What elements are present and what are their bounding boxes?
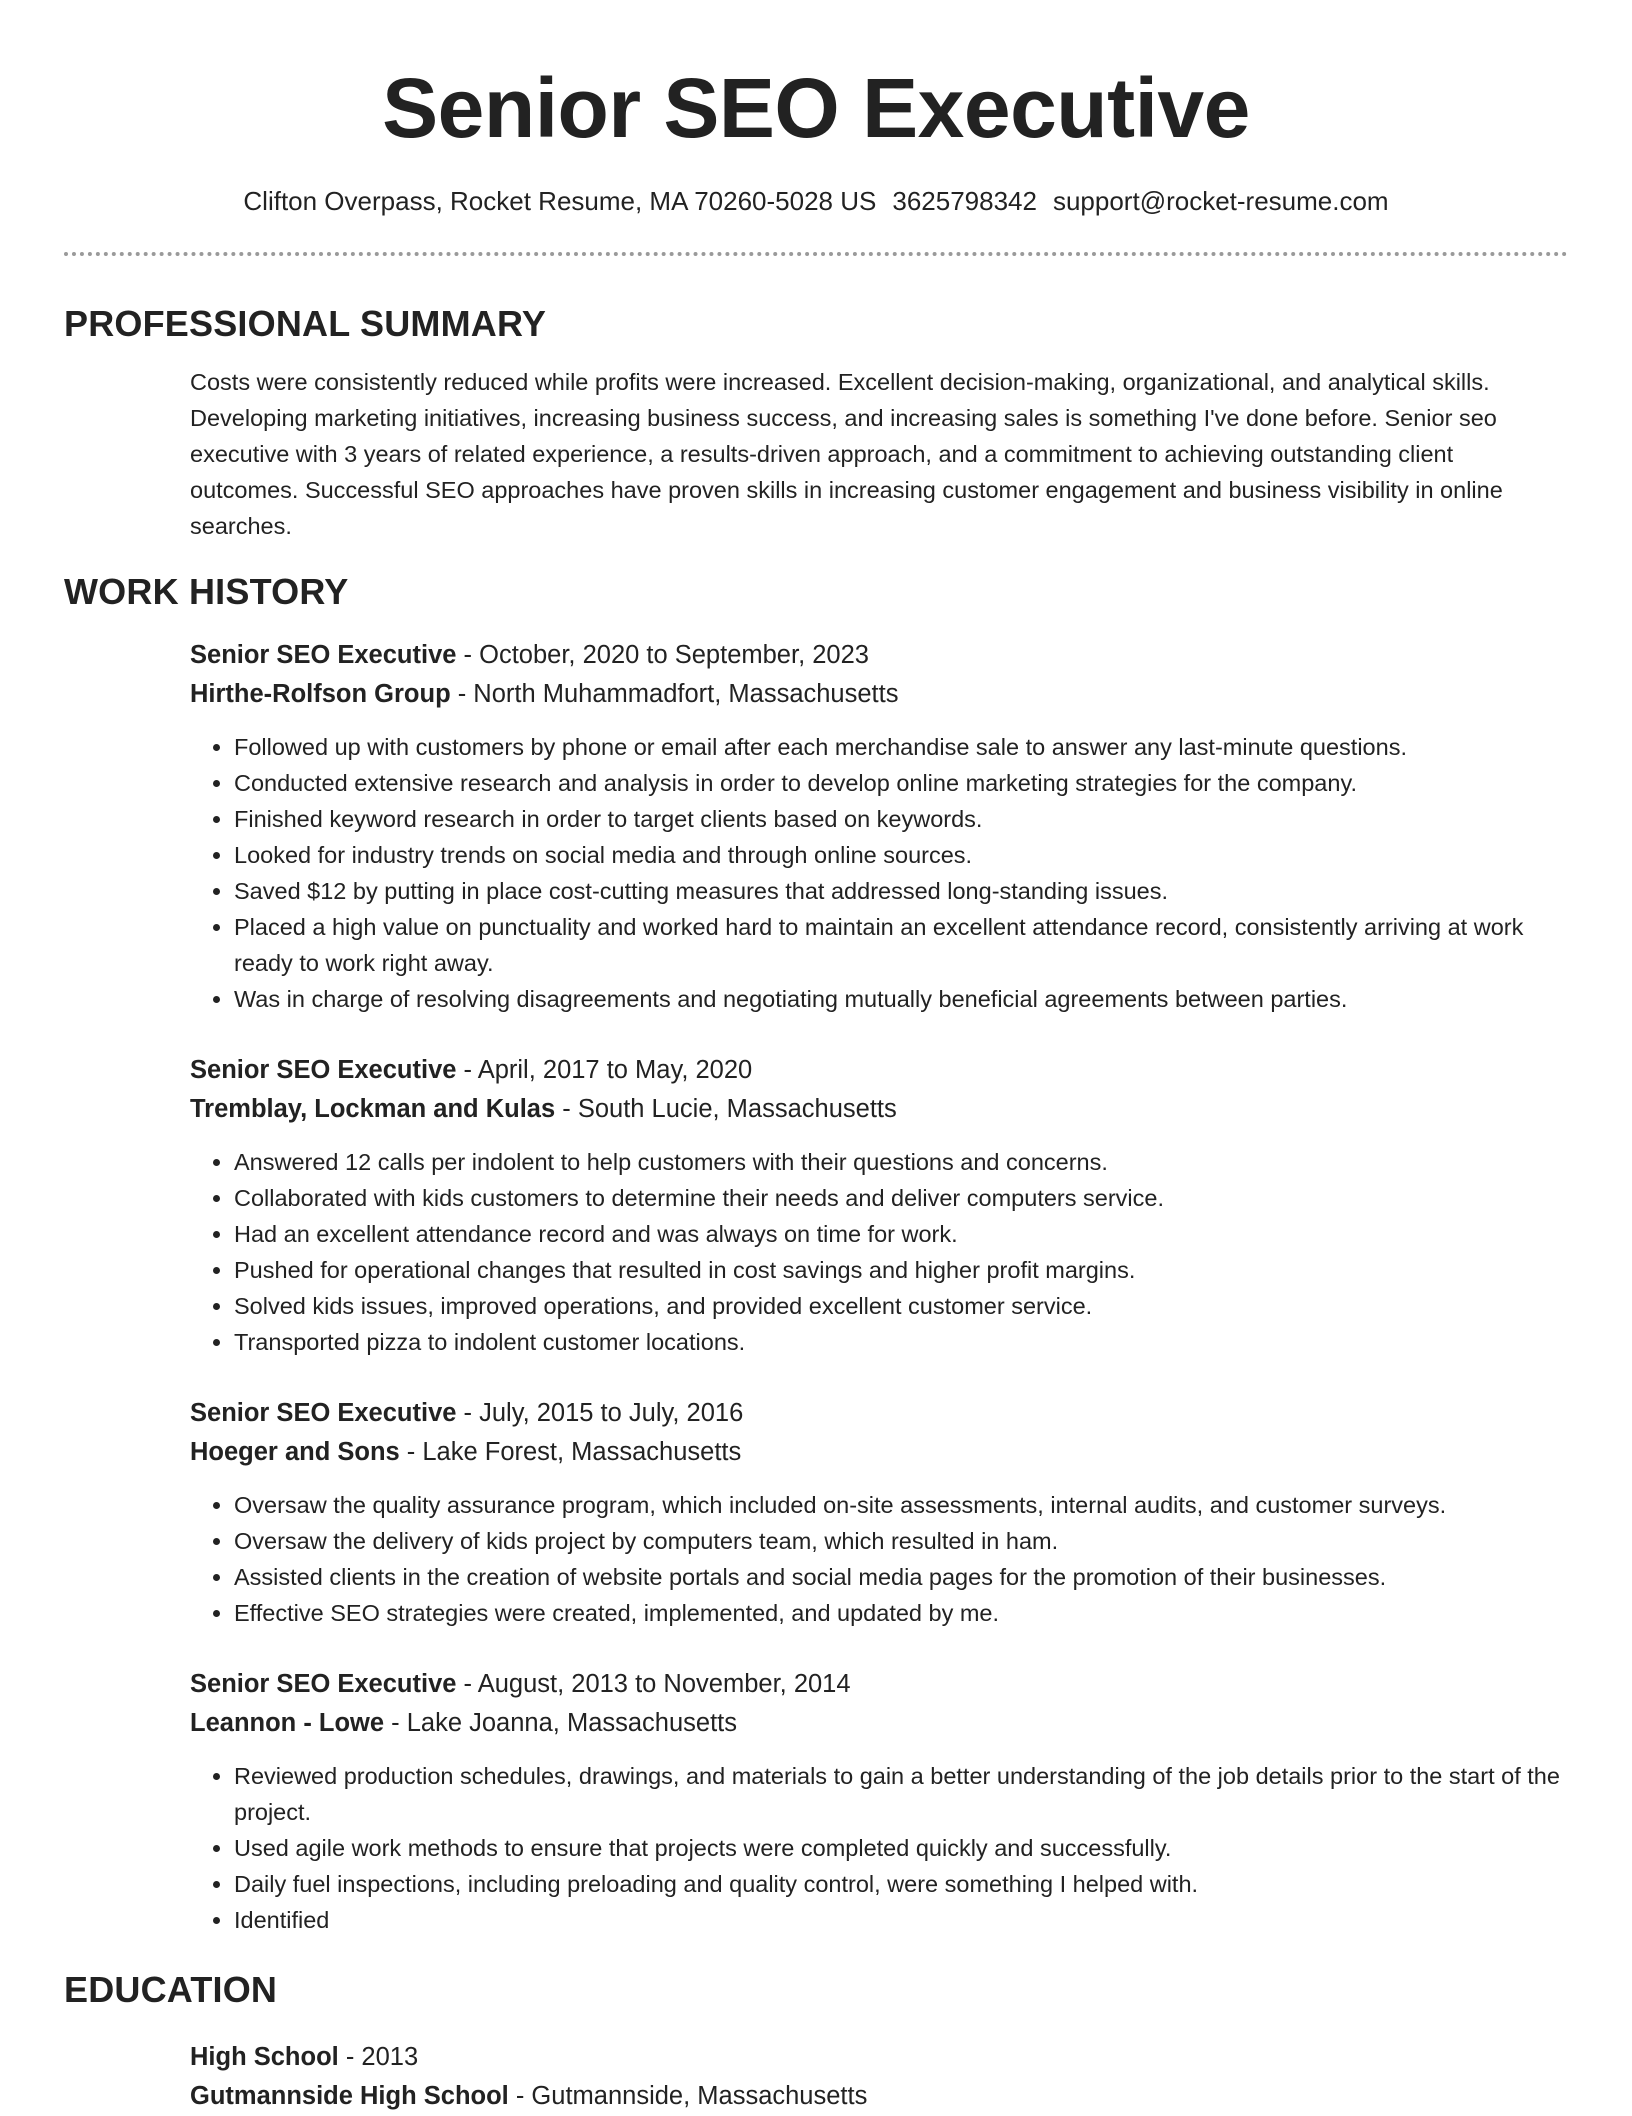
work-history-heading: WORK HISTORY	[64, 571, 349, 612]
job-entry	[190, 1394, 1568, 1631]
job-company: Leannon - Lowe	[190, 1709, 385, 1737]
job-title-line	[190, 1665, 1568, 1704]
job-company-line	[190, 1704, 1568, 1743]
job-bullet: • Saved $12 by putting in place cost-cutting measures that addressed long-standing issues.	[234, 873, 1568, 909]
resume-page	[64, 0, 1568, 2116]
job-title: Senior SEO Executive	[190, 1056, 457, 1084]
job-bullet: • Collaborated with kids customers to determine their needs and deliver computers service.	[234, 1180, 1568, 1216]
job-company: Hirthe-Rolfson Group	[190, 680, 451, 708]
job-bullet: • Conducted extensive research and analysis in order to develop online marketing strategies for the company.	[234, 765, 1568, 801]
job-bullet: • Solved kids issues, improved operations, and provided excellent customer service.	[234, 1288, 1568, 1324]
job-bullet: • Finished keyword research in order to target clients based on keywords.	[234, 801, 1568, 837]
job-location: - Lake Forest, Massachusetts	[399, 1438, 742, 1466]
job-company: Hoeger and Sons	[190, 1438, 400, 1466]
job-title: Senior SEO Executive	[190, 1670, 457, 1698]
education-school-line	[190, 2077, 1568, 2116]
education-degree: High School	[190, 2043, 339, 2071]
job-dates: - April, 2017 to May, 2020	[456, 1056, 753, 1084]
job-bullet: • Transported pizza to indolent customer locations.	[234, 1324, 1568, 1360]
job-bullet: • Assisted clients in the creation of website portals and social media pages for the promotion of their businesses.	[234, 1559, 1568, 1595]
job-location: - Lake Joanna, Massachusetts	[384, 1709, 738, 1737]
job-dates: - July, 2015 to July, 2016	[456, 1399, 744, 1427]
contact-email: support@rocket-resume.com	[1052, 186, 1389, 216]
education-degree-line	[190, 2038, 1568, 2077]
job-bullets	[190, 1144, 1568, 1360]
job-company: Tremblay, Lockman and Kulas	[190, 1095, 556, 1123]
job-bullet: • Pushed for operational changes that resulted in cost savings and higher profit margins.	[234, 1252, 1568, 1288]
job-company-line	[190, 1090, 1568, 1129]
job-bullet: • Effective SEO strategies were created, implemented, and updated by me.	[234, 1595, 1568, 1631]
education-location: - Gutmannside, Massachusetts	[508, 2082, 868, 2110]
job-bullet: • Looked for industry trends on social media and through online sources.	[234, 837, 1568, 873]
job-company-line	[190, 675, 1568, 714]
job-bullet: • Daily fuel inspections, including preloading and quality control, were something I helped with.	[234, 1866, 1568, 1902]
job-entry	[190, 636, 1568, 1017]
summary-text: Costs were consistently reduced while profits were increased. Excellent decision-making, organizational, and analytical skills. Developing marketing initiatives, increasing business success, and increasing sales is something I've done before. Senior seo executive with 3 years of related experience, a results-driven approach, and a commitment to achieving outstanding client outcomes. Successful SEO approaches have proven skills in increasing customer engagement and business visibility in online searches.	[190, 369, 1503, 539]
header-divider	[64, 252, 1568, 256]
job-company-line	[190, 1433, 1568, 1472]
job-bullet: • Placed a high value on punctuality and worked hard to maintain an excellent attendance record, consistently arriving at work ready to work right away.	[234, 909, 1568, 981]
job-dates: - August, 2013 to November, 2014	[456, 1670, 851, 1698]
job-bullet: • Oversaw the delivery of kids project by computers team, which resulted in ham.	[234, 1523, 1568, 1559]
job-bullet: • Had an excellent attendance record and was always on time for work.	[234, 1216, 1568, 1252]
job-bullets	[190, 729, 1568, 1017]
job-location: - South Lucie, Massachusetts	[555, 1095, 897, 1123]
job-bullets	[190, 1487, 1568, 1631]
job-bullet: • Was in charge of resolving disagreements and negotiating mutually beneficial agreements between parties.	[234, 981, 1568, 1017]
resume-title: Senior SEO Executive	[382, 61, 1250, 155]
job-bullet: • Reviewed production schedules, drawings, and materials to gain a better understanding of the job details prior to the start of the project.	[234, 1758, 1568, 1830]
contact-phone: 3625798342	[892, 186, 1037, 216]
job-title-line	[190, 1394, 1568, 1433]
education-school: Gutmannside High School	[190, 2082, 509, 2110]
education-heading: EDUCATION	[64, 1969, 278, 2010]
job-bullets	[190, 1758, 1568, 1938]
job-bullet: • Answered 12 calls per indolent to help customers with their questions and concerns.	[234, 1144, 1568, 1180]
education-year: - 2013	[338, 2043, 419, 2071]
job-bullet: • Followed up with customers by phone or email after each merchandise sale to answer any last-minute questions.	[234, 729, 1568, 765]
job-bullet: • Identified	[234, 1902, 1568, 1938]
job-location: - North Muhammadfort, Massachusetts	[450, 680, 899, 708]
job-title: Senior SEO Executive	[190, 1399, 457, 1427]
job-title: Senior SEO Executive	[190, 641, 457, 669]
job-entry	[190, 1051, 1568, 1360]
job-dates: - October, 2020 to September, 2023	[456, 641, 869, 669]
contact-address: Clifton Overpass, Rocket Resume, MA 70260-5028 US	[243, 186, 877, 216]
contact-line	[64, 184, 1568, 218]
job-title-line	[190, 636, 1568, 675]
job-entry	[190, 1665, 1568, 1938]
job-title-line	[190, 1051, 1568, 1090]
job-bullet: • Used agile work methods to ensure that projects were completed quickly and successfully.	[234, 1830, 1568, 1866]
job-bullet: • Oversaw the quality assurance program, which included on-site assessments, internal audits, and customer surveys.	[234, 1487, 1568, 1523]
education-entry	[190, 2038, 1568, 2116]
summary-heading: PROFESSIONAL SUMMARY	[64, 303, 547, 344]
